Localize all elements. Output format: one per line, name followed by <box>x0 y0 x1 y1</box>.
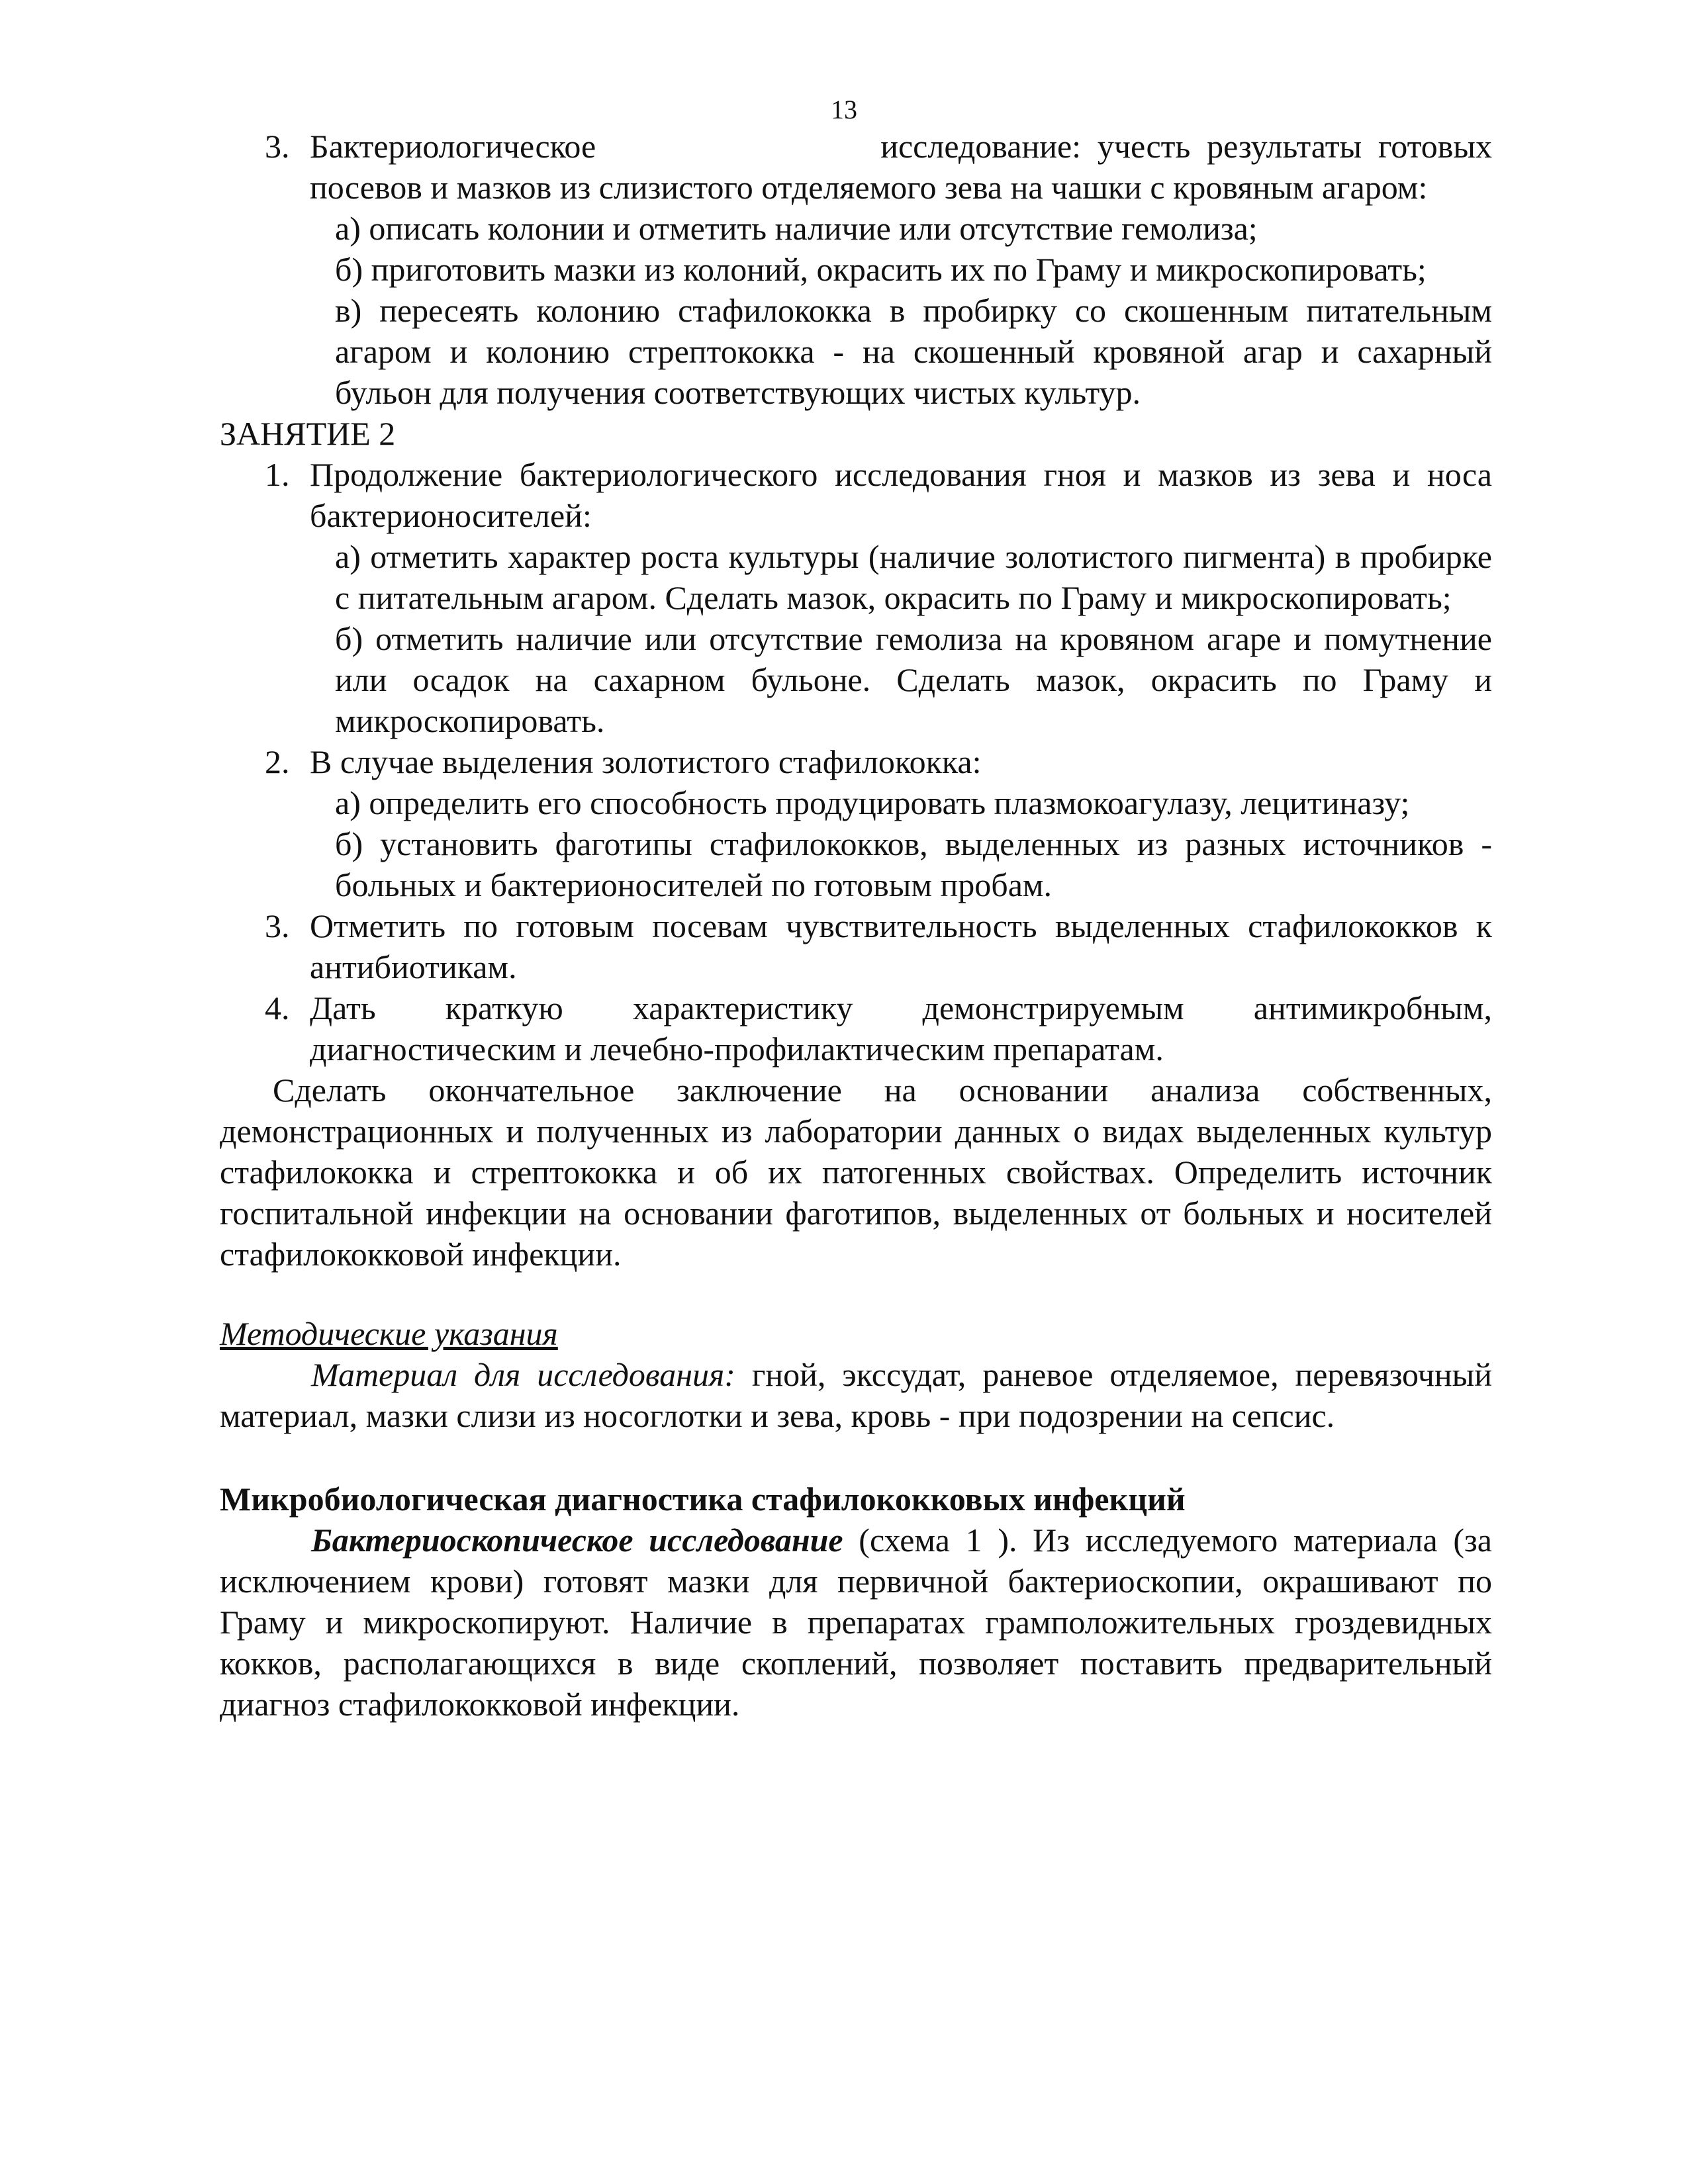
bacterio-text: (схема 1 ). Из исследуемого материала (за исключением крови) готовят мазки для первичной бактериоскопии, окрашивают по Граму и микроскопируют. Наличие в препаратах грамположительных гроздевидных кокков, располагающихся в виде скоплений, позволяет поставить предварительный диагноз стафилококковой инфекции. <box>220 1522 1492 1723</box>
list-number: 3. <box>265 907 290 944</box>
sub-item-b: б) приготовить мазки из колоний, окрасить их по Граму и микроскопировать; <box>335 251 1427 288</box>
lesson2-item-3 <box>265 905 1492 987</box>
lesson2-item-2 <box>265 741 1492 782</box>
material-label: Материал для исследования: <box>311 1356 735 1393</box>
material-text: гной, экссудат, раневое отделяемое, перевязочный материал, мазки слизи из носоглотки и зева, кровь - при подозрении на сепсис. <box>220 1356 1492 1434</box>
material-paragraph <box>220 1354 1492 1436</box>
sub-item-c: в) пересеять колонию стафилококка в пробирку со скошенным питательным агаром и колонию стрептококка - на скошенный кровяной агар и сахарный бульон для получения соответствующих чистых культур. <box>335 292 1492 411</box>
list-item-text <box>310 126 1492 208</box>
method-heading-text: Методические указания <box>220 1315 558 1352</box>
conclusion-paragraph: Сделать окончательное заключение на основании анализа собственных, демонстрационных и полученных из лаборатории данных о видах выделенных культур стафилококка и стрептококка и об их патогенных свойствах. Определить источник госпитальной инфекции на основании фаготипов, выделенных от больных и носителей стафилококковой инфекции. <box>220 1071 1492 1273</box>
lesson-heading: ЗАНЯТИЕ 2 <box>220 415 396 452</box>
lesson2-item-1 <box>265 454 1492 536</box>
page-number: 13 <box>831 95 857 124</box>
list-item-3 <box>265 126 1492 208</box>
list-number: 3. <box>265 128 290 165</box>
list-item-text: Отметить по готовым посевам чувствительность выделенных стафилококков к антибиотикам. <box>310 907 1492 985</box>
sub-item-a: а) отметить характер роста культуры (наличие золотистого пигмента) в пробирке с питательным агаром. Сделать мазок, окрасить по Граму и микроскопировать; <box>335 538 1492 616</box>
sub-item-b: б) отметить наличие или отсутствие гемолиза на кровяном агаре и помутнение или осадок на сахарном бульоне. Сделать мазок, окрасить по Граму и микроскопировать. <box>335 620 1492 739</box>
sub-item-a: а) определить его способность продуцировать плазмокоагулазу, лецитиназу; <box>335 784 1410 821</box>
list-number: 4. <box>265 989 290 1026</box>
sub-item-b: б) установить фаготипы стафилококков, выделенных из разных источников - больных и бактерионосителей по готовым пробам. <box>335 825 1492 903</box>
item3-text-part1: Бактериологическое <box>310 128 596 165</box>
lesson2-item-4 <box>265 987 1492 1069</box>
method-heading <box>220 1313 1492 1354</box>
bacterio-paragraph <box>220 1520 1492 1725</box>
list-item-text: В случае выделения золотистого стафилококка: <box>310 743 982 780</box>
bacterio-label: Бактериоскопическое исследование <box>311 1522 843 1559</box>
page-content <box>220 126 1492 1725</box>
item3-text-part2: исследование: учесть результаты готовых посевов и мазков из слизистого отделяемого зева на чашки с кровяным агаром: <box>310 128 1492 206</box>
list-item-text: Дать краткую характеристику демонстрируемым антимикробным, диагностическим и лечебно-профилактическим препаратам. <box>310 989 1492 1068</box>
list-number: 1. <box>265 456 290 493</box>
sub-item-a: а) описать колонии и отметить наличие или отсутствие гемолиза; <box>335 210 1258 247</box>
list-item-text: Продолжение бактериологического исследования гноя и мазков из зева и носа бактерионосителей: <box>310 456 1492 534</box>
section-heading: Микробиологическая диагностика стафилококковых инфекций <box>220 1480 1186 1518</box>
list-number: 2. <box>265 743 290 780</box>
